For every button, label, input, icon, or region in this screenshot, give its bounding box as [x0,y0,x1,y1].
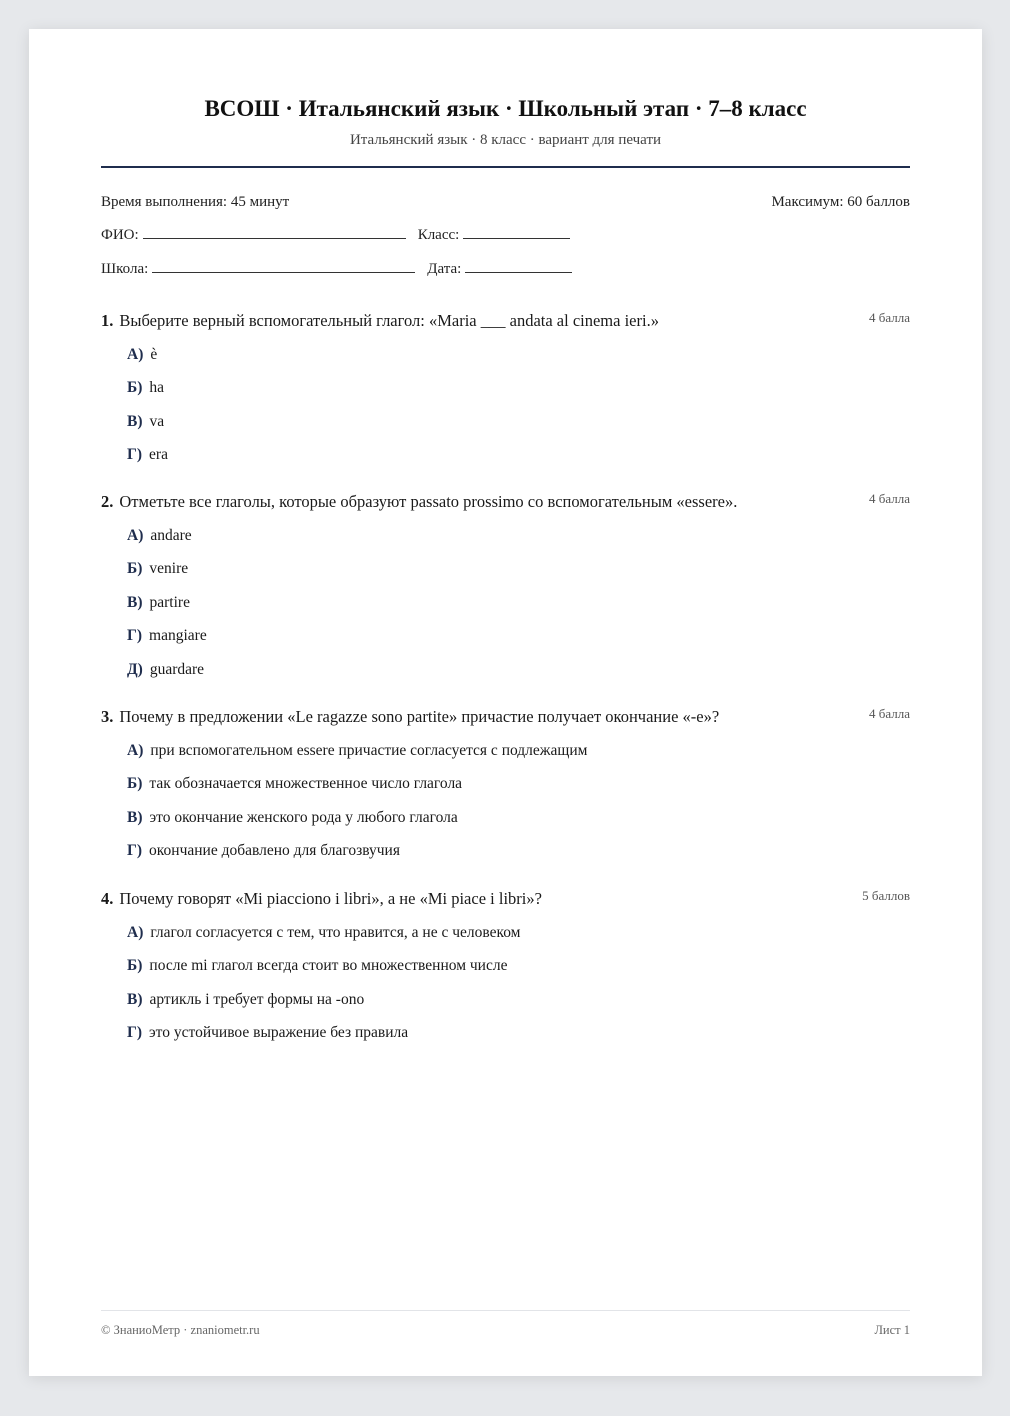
question-text: Выберите верный вспомогательный глагол: «Maria ___ andata al cinema ieri.» [119,311,659,330]
option-text: guardare [149,660,205,678]
page-subtitle: Итальянский язык · 8 класс · вариант для печати [349,132,662,148]
question-points: 4 балла [869,706,910,721]
school-label: Школа: [101,261,149,277]
question-points: 4 балла [869,310,910,325]
option-g[interactable] [127,1021,910,1045]
option-letter: Г) [127,446,143,463]
question-header [101,309,910,333]
option-letter: Г) [127,842,143,859]
question-number: 1. [101,311,114,330]
option-a[interactable] [127,524,910,548]
question-number: 3. [101,707,114,726]
option-b[interactable] [127,557,910,581]
option-letter: В) [127,593,143,611]
option-letter: А) [127,923,144,941]
option-letter: Б) [127,379,143,396]
question-header [101,887,910,911]
option-text: ha [149,379,165,396]
question-header [101,490,910,514]
option-a[interactable] [127,343,910,367]
question-number: 4. [101,889,114,908]
option-text: после mi глагол всегда стоит во множественном числе [149,957,508,974]
option-a[interactable] [127,921,910,945]
option-letter: А) [127,345,144,363]
option-b[interactable] [127,954,910,978]
option-text: артикль i требует формы на -ono [149,990,365,1008]
worksheet-page [29,29,982,1376]
date-label: Дата: [427,261,462,277]
footer-copyright: © ЗнаниоМетр · znaniometr.ru [101,1323,260,1337]
footer [101,1320,910,1340]
option-letter: Г) [127,1024,143,1041]
option-text: va [149,412,165,430]
option-g[interactable] [127,443,910,467]
student-fields-row-2 [101,258,572,280]
option-letter: Д) [127,660,143,678]
option-v[interactable] [127,988,910,1012]
option-text: andare [150,526,192,544]
question-4 [101,887,910,1045]
option-v[interactable] [127,591,910,615]
option-text: mangiare [149,627,207,644]
option-text: при вспомогательном essere причастие согласуется с подлежащим [150,741,588,759]
option-letter: В) [127,412,143,430]
footer-divider [101,1310,910,1311]
footer-sheet-number: Лист 1 [874,1323,910,1337]
meta-row [101,191,910,213]
question-header [101,705,910,729]
date-input-line[interactable] [465,258,572,273]
option-text: глагол согласуется с тем, что нравится, а не с человеком [150,923,521,941]
option-g[interactable] [127,624,910,648]
option-v[interactable] [127,410,910,434]
option-b[interactable] [127,376,910,400]
fio-input-line[interactable] [143,224,406,239]
option-letter: А) [127,741,144,759]
option-text: era [149,446,168,463]
option-letter: А) [127,526,144,544]
option-text: partire [149,593,190,611]
option-text: окончание добавлено для благозвучия [149,842,400,859]
option-text: è [150,345,158,363]
option-letter: Б) [127,775,143,792]
option-letter: В) [127,990,143,1008]
option-letter: Б) [127,957,143,974]
question-number: 2. [101,492,114,511]
max-score: Максимум: 60 баллов [771,194,910,210]
option-d[interactable] [127,658,910,682]
question-text: Почему говорят «Mi piacciono i libri», а не «Mi piace i libri»? [119,889,542,908]
question-points: 4 балла [869,491,910,506]
option-letter: Г) [127,627,143,644]
question-points: 5 баллов [862,888,910,903]
class-input-line[interactable] [463,224,570,239]
option-v[interactable] [127,806,910,830]
question-3 [101,705,910,863]
question-text: Почему в предложении «Le ragazze sono partite» причастие получает окончание «-e»? [119,707,720,726]
student-fields-row-1 [101,224,570,246]
option-letter: В) [127,808,143,826]
question-1 [101,309,910,467]
option-g[interactable] [127,839,910,863]
fio-label: ФИО: [101,227,139,243]
option-text: это устойчивое выражение без правила [149,1024,409,1041]
header-divider [101,166,910,168]
question-text: Отметьте все глаголы, которые образуют passato prossimo со вспомогательным «essere». [119,492,738,511]
option-a[interactable] [127,739,910,763]
page-title: ВСОШ · Итальянский язык · Школьный этап · 7–8 класс [204,96,807,121]
question-2 [101,490,910,682]
school-input-line[interactable] [152,258,415,273]
option-text: это окончание женского рода у любого глагола [149,808,458,826]
option-b[interactable] [127,772,910,796]
time-limit: Время выполнения: 45 минут [101,194,290,210]
option-letter: Б) [127,560,143,577]
option-text: venire [149,560,189,577]
class-label: Класс: [417,227,460,243]
option-text: так обозначается множественное число глагола [149,775,463,792]
